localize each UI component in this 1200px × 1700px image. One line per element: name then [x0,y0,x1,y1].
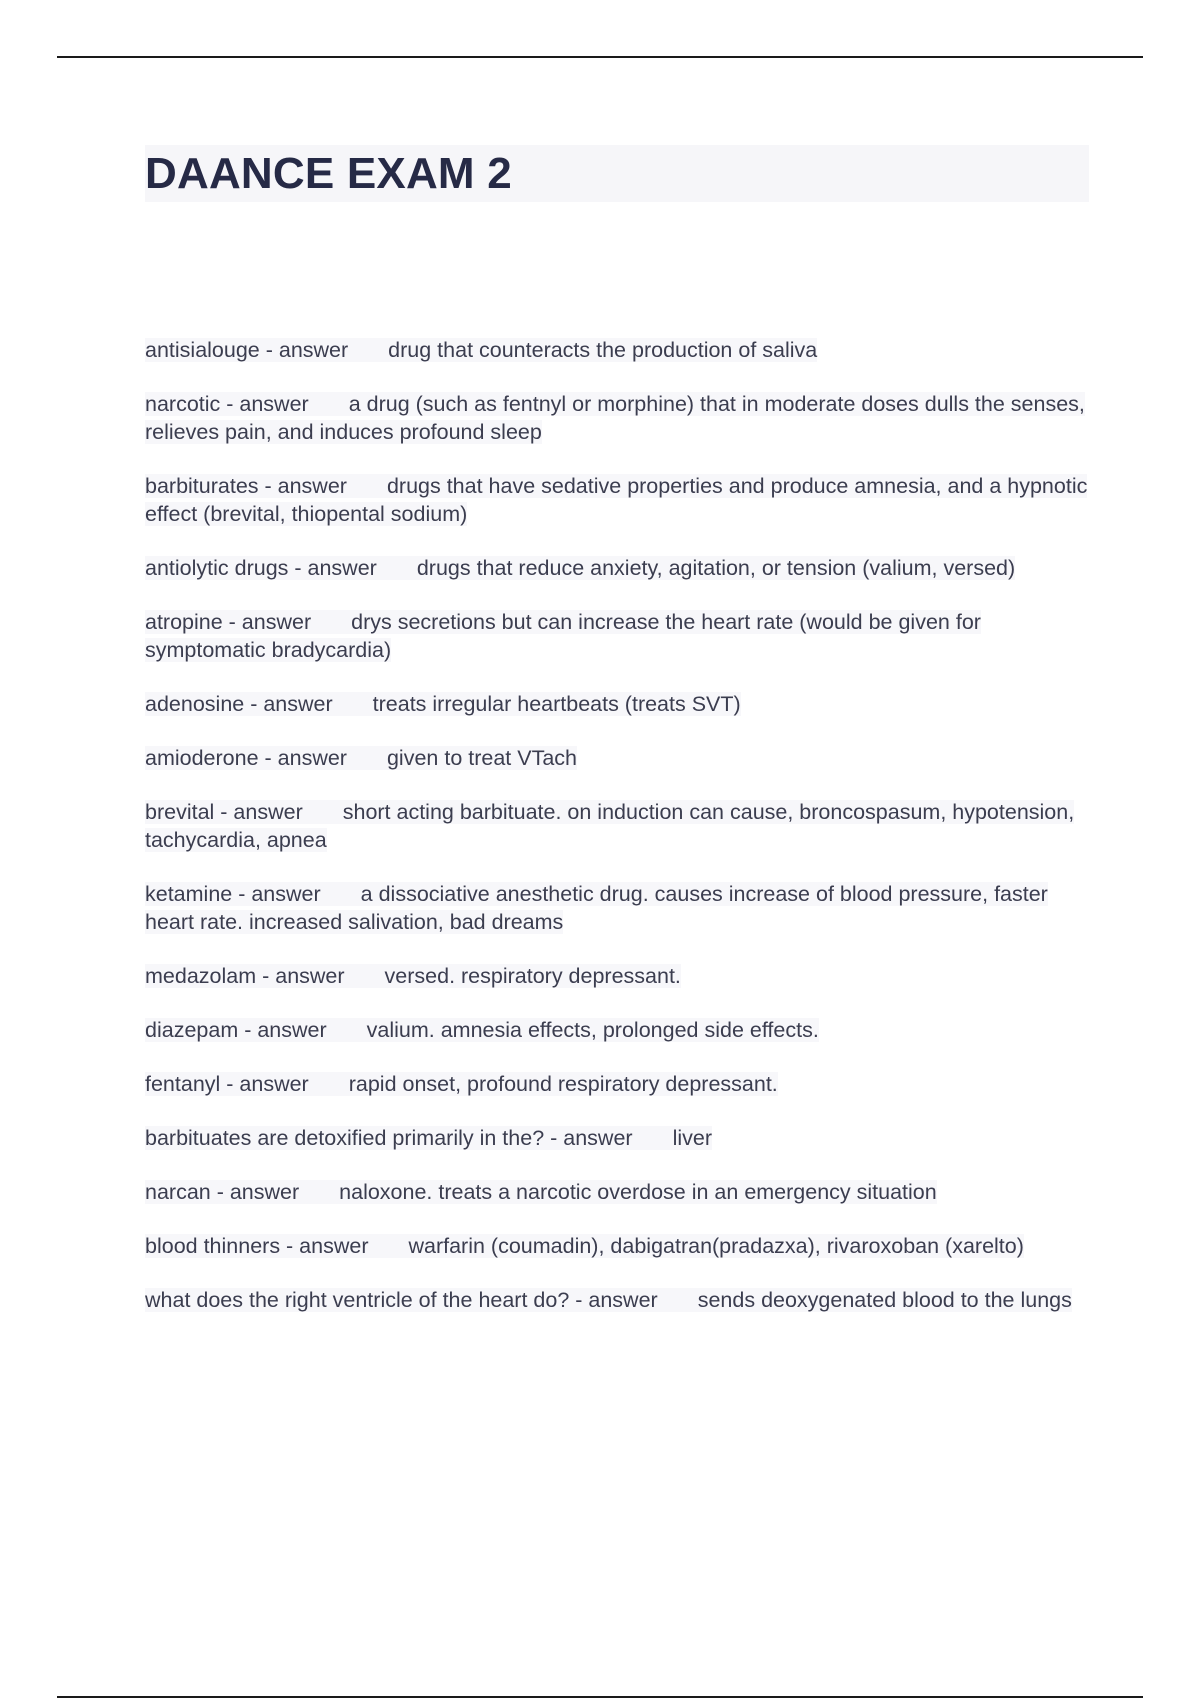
page-title: DAANCE EXAM 2 [145,149,512,198]
term: blood thinners - answer [145,1234,369,1258]
list-item [145,336,1089,364]
definition: short acting barbituate. on induction can cause, broncospasum, hypotension, tachycardia, apnea [145,800,1075,852]
list-item [145,1016,1089,1044]
list-item [145,1070,1089,1098]
list-item [145,1124,1089,1152]
term: adenosine - answer [145,692,333,716]
list-item [145,690,1089,718]
list-item [145,880,1089,936]
top-rule [57,56,1143,58]
qa-list [145,336,1089,1340]
term: barbituates are detoxified primarily in the? - answer [145,1126,633,1150]
list-item [145,608,1089,664]
list-item [145,554,1089,582]
term: medazolam - answer [145,964,345,988]
definition: drug that counteracts the production of saliva [388,338,818,362]
definition: rapid onset, profound respiratory depressant. [348,1072,778,1096]
definition: a drug (such as fentnyl or morphine) that in moderate doses dulls the senses, relieves pain, and induces profound sleep [145,392,1085,444]
term: barbiturates - answer [145,474,347,498]
term: antisialouge - answer [145,338,349,362]
definition: versed. respiratory depressant. [384,964,681,988]
list-item [145,390,1089,446]
list-item [145,1232,1089,1260]
bottom-rule [57,1696,1143,1698]
definition: liver [672,1126,712,1150]
definition: naloxone. treats a narcotic overdose in an emergency situation [339,1180,937,1204]
term: amioderone - answer [145,746,347,770]
term: diazepam - answer [145,1018,327,1042]
term: narcotic - answer [145,392,309,416]
term: atropine - answer [145,610,312,634]
definition: valium. amnesia effects, prolonged side effects. [366,1018,819,1042]
term: what does the right ventricle of the heart do? - answer [145,1288,658,1312]
definition: treats irregular heartbeats (treats SVT) [372,692,741,716]
list-item [145,744,1089,772]
definition: drugs that have sedative properties and produce amnesia, and a hypnotic effect (brevital, thiopental sodium) [145,474,1088,526]
definition: sends deoxygenated blood to the lungs [697,1288,1072,1312]
definition: warfarin (coumadin), dabigatran(pradazxa), rivaroxoban (xarelto) [408,1234,1024,1258]
term: ketamine - answer [145,882,321,906]
definition: given to treat VTach [386,746,577,770]
definition: a dissociative anesthetic drug. causes increase of blood pressure, faster heart rate. increased salivation, bad dreams [145,882,1048,934]
list-item [145,798,1089,854]
definition: drugs that reduce anxiety, agitation, or tension (valium, versed) [416,556,1016,580]
term: brevital - answer [145,800,303,824]
list-item [145,962,1089,990]
term: narcan - answer [145,1180,300,1204]
term: antiolytic drugs - answer [145,556,377,580]
list-item [145,1178,1089,1206]
list-item [145,1286,1089,1314]
list-item [145,472,1089,528]
definition: drys secretions but can increase the heart rate (would be given for symptomatic bradycardia) [145,610,981,662]
term: fentanyl - answer [145,1072,309,1096]
